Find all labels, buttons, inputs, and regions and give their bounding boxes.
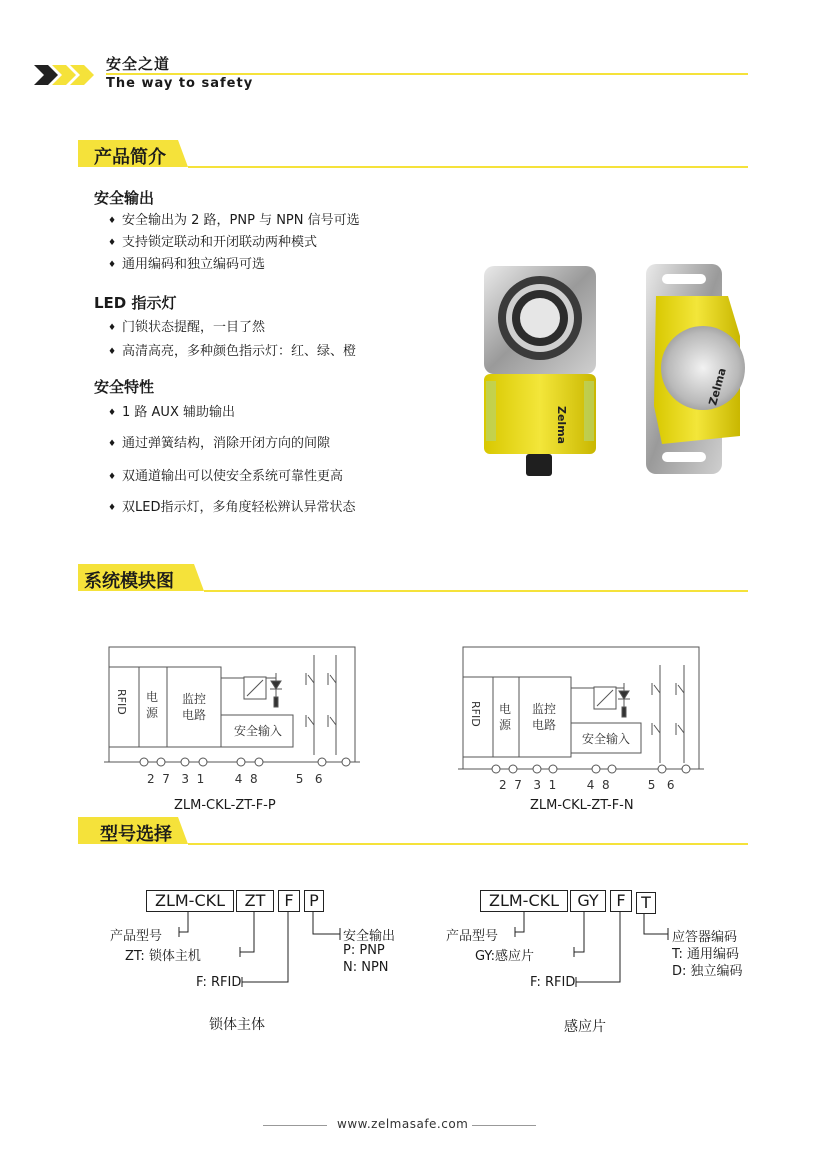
feature-item: [108, 436, 330, 452]
feature-text: 通用编码和独立编码可选: [122, 257, 266, 272]
block-monitor: 监控电路: [532, 702, 557, 732]
label-output-title: 应答器编码: [672, 930, 738, 945]
bullet-diamond-icon: ♦: [108, 216, 117, 226]
label-sub-type: ZT: 锁体主机: [125, 949, 201, 964]
feature-text: 双通道输出可以使安全系统可靠性更高: [122, 469, 344, 484]
feature-text: 支持锁定联动和开闭联动两种模式: [122, 235, 318, 250]
feature-item: [108, 500, 355, 516]
label-product-type: 产品型号: [110, 929, 163, 944]
brand-tagline: The way to safety: [106, 76, 254, 91]
feature-text: 高清高亮，多种颜色指示灯：红、绿、橙: [122, 344, 357, 359]
label-output-title: 安全输出: [343, 929, 396, 944]
block-power: 电源: [146, 690, 159, 720]
brand-title-cn: 安全之道: [106, 55, 171, 73]
block-rfid: RFID: [469, 701, 482, 727]
bullet-diamond-icon: ♦: [108, 439, 117, 449]
label-rfid: F: RFID: [196, 975, 242, 990]
block-rfid: RFID: [115, 689, 128, 715]
label-rfid: F: RFID: [530, 975, 576, 990]
feature-heading: LED 指示灯: [94, 294, 177, 312]
section-title-intro: 产品简介: [94, 147, 166, 168]
model-caption: 感应片: [564, 1019, 606, 1035]
label-output-2: N: NPN: [343, 960, 389, 975]
feature-text: 双LED指示灯，多角度轻松辨认异常状态: [122, 500, 356, 515]
feature-item: [108, 469, 343, 485]
feature-heading: 安全特性: [94, 378, 155, 396]
code-box: P: [304, 890, 324, 912]
code-box: ZLM-CKL: [146, 890, 234, 912]
feature-text: 安全输出为 2 路，PNP 与 NPN 信号可选: [122, 213, 360, 228]
bullet-diamond-icon: ♦: [108, 503, 117, 513]
block-safety-input: 安全输入: [234, 724, 283, 738]
feature-text: 1 路 AUX 辅助输出: [122, 405, 235, 420]
label-product-type: 产品型号: [446, 929, 499, 944]
code-box: ZLM-CKL: [480, 890, 568, 912]
code-box: T: [636, 892, 656, 914]
feature-item: [108, 405, 235, 421]
footer-rule-right: [472, 1125, 536, 1126]
block-diagram-svg: [104, 645, 364, 790]
product-logo-actuator: Zelma: [706, 366, 729, 407]
product-image: [478, 256, 758, 486]
bullet-diamond-icon: ♦: [108, 347, 117, 357]
label-output-1: T: 通用编码: [672, 947, 740, 962]
diagram-caption: ZLM-CKL-ZT-F-P: [174, 798, 276, 813]
model-caption: 锁体主体: [209, 1017, 265, 1033]
section-tab-shape: [78, 140, 748, 170]
footer-website-link[interactable]: www.zelmasafe.com: [337, 1117, 469, 1131]
feature-item: [108, 257, 265, 273]
bullet-diamond-icon: ♦: [108, 408, 117, 418]
block-diagram-svg: [458, 645, 718, 790]
section-header-models: [78, 817, 748, 847]
code-box: F: [278, 890, 300, 912]
section-title-diagram: 系统模块图: [84, 571, 174, 592]
diagram-caption: ZLM-CKL-ZT-F-N: [530, 798, 634, 813]
brand-chevron-logo: [34, 63, 98, 87]
footer-rule-left: [263, 1125, 327, 1126]
feature-item: [108, 235, 317, 251]
section-header-diagram: [78, 564, 748, 594]
feature-item: [108, 320, 265, 336]
code-box: F: [610, 890, 632, 912]
pin-numbers: 2 7 3 1 4 8 5 6: [147, 772, 323, 786]
section-tab-shape: [78, 564, 748, 594]
label-output-2: D: 独立编码: [672, 964, 743, 979]
model-code-lock: [108, 888, 408, 1038]
block-safety-input: 安全输入: [582, 732, 631, 746]
label-output-1: P: PNP: [343, 943, 385, 958]
block-diagram-n: [458, 645, 718, 815]
header-rule: [106, 73, 748, 75]
feature-text: 门锁状态提醒，一目了然: [122, 320, 266, 335]
bullet-diamond-icon: ♦: [108, 323, 117, 333]
product-logo-lock: Zelma: [555, 406, 568, 445]
bullet-diamond-icon: ♦: [108, 260, 117, 270]
block-monitor: 监控电路: [182, 692, 207, 722]
block-power: 电源: [499, 702, 512, 732]
feature-item: [108, 344, 356, 360]
bullet-diamond-icon: ♦: [108, 472, 117, 482]
block-diagram-p: [104, 645, 364, 815]
section-tab-shape: [78, 817, 748, 847]
model-code-actuator: [444, 888, 754, 1038]
feature-text: 通过弹簧结构，消除开闭方向的间隙: [122, 436, 331, 451]
feature-heading: 安全输出: [94, 189, 155, 207]
label-sub-type: GY:感应片: [475, 949, 535, 964]
section-header-intro: [78, 140, 748, 170]
pin-numbers: 2 7 3 1 4 8 5 6: [499, 778, 675, 792]
code-box: ZT: [236, 890, 274, 912]
code-box: GY: [570, 890, 606, 912]
section-title-models: 型号选择: [100, 824, 172, 845]
feature-item: [108, 213, 360, 229]
bullet-diamond-icon: ♦: [108, 238, 117, 248]
